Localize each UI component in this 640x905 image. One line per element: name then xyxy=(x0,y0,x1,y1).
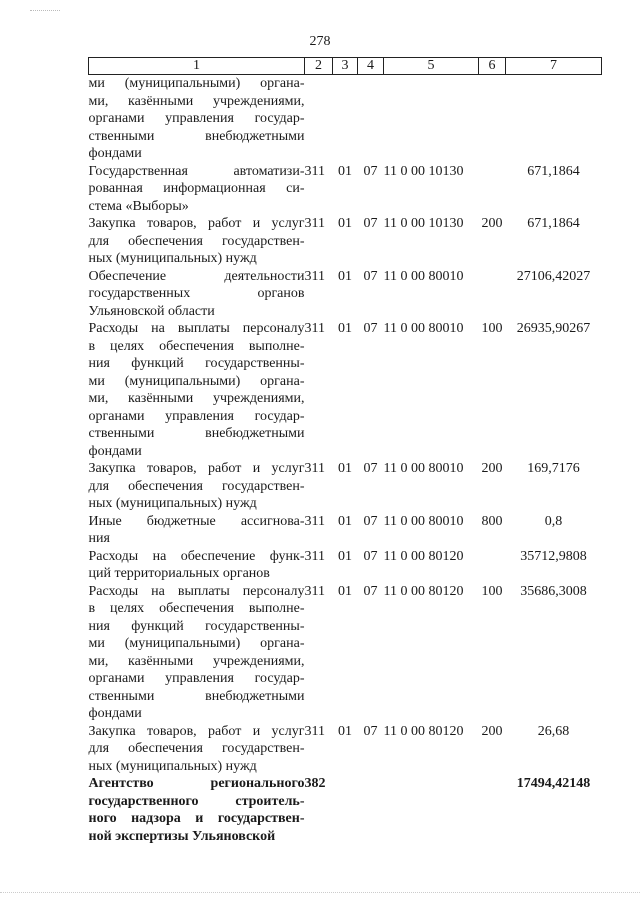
table-row xyxy=(89,320,602,460)
table-row xyxy=(89,268,602,321)
table-row xyxy=(89,583,602,723)
table-row xyxy=(89,163,602,216)
target-article-code: 11 0 00 80120 xyxy=(383,723,464,739)
expense-name: ми (муниципальными) органа- ми, казёнными учреждениями, органами управления государ- ственными внебюджетными фондами xyxy=(88,76,305,161)
expense-type-code: 100 xyxy=(481,321,503,336)
scan-artifact xyxy=(30,10,60,13)
expense-name: Закупка товаров, работ и услуг для обеспечения государствен- ных (муниципальных) нужд xyxy=(88,461,305,511)
ministry-code: 382 xyxy=(304,776,326,791)
expense-type-code xyxy=(479,163,506,216)
target-article-code xyxy=(384,775,479,845)
subsection-code: 07 xyxy=(363,461,378,476)
expense-name: Иные бюджетные ассигнова- ния xyxy=(88,513,305,546)
expense-type-code: 100 xyxy=(481,583,503,599)
amount: 26935,90267 xyxy=(516,321,591,336)
ministry-code: 311 xyxy=(304,461,325,476)
expense-name: Закупка товаров, работ и услуг для обеспечения государствен- ных (муниципальных) нужд xyxy=(88,216,305,266)
table-row xyxy=(89,723,602,776)
subsection-code: 07 xyxy=(363,723,378,739)
ministry-code: 311 xyxy=(304,321,325,336)
subsection-code: 07 xyxy=(363,548,378,564)
expense-type-code xyxy=(479,775,506,845)
section-code: 01 xyxy=(338,513,352,529)
subsection-code: 07 xyxy=(363,321,378,336)
expense-name: Расходы на обеспечение функ- ций территориальных органов xyxy=(88,548,305,581)
amount: 671,1864 xyxy=(527,163,580,179)
section-code: 01 xyxy=(338,548,352,564)
ministry-code: 311 xyxy=(304,513,325,529)
target-article-code: 11 0 00 80120 xyxy=(383,548,464,564)
ministry-code: 311 xyxy=(304,216,325,231)
column-header-6: 6 xyxy=(479,58,506,75)
expense-name: Обеспечение деятельности государственных органов Ульяновской области xyxy=(88,268,305,319)
table-row xyxy=(89,513,602,548)
budget-table xyxy=(88,57,602,845)
expense-type-code: 800 xyxy=(481,513,503,529)
subsection-code: 07 xyxy=(363,513,378,529)
table-row xyxy=(89,460,602,513)
page-number: 278 xyxy=(309,34,331,49)
section-code xyxy=(333,775,358,845)
expense-type-code xyxy=(479,548,506,583)
expense-type-code xyxy=(479,268,506,321)
amount: 27106,42027 xyxy=(516,268,591,284)
section-code: 01 xyxy=(338,583,352,599)
section-code: 01 xyxy=(338,163,352,179)
target-article-code: 11 0 00 10130 xyxy=(383,163,464,179)
section-code: 01 xyxy=(338,321,352,336)
ministry-code: 311 xyxy=(304,268,325,284)
section-code: 01 xyxy=(338,461,352,476)
target-article-code: 11 0 00 80010 xyxy=(383,268,464,284)
column-header-7: 7 xyxy=(506,58,602,75)
amount: 169,7176 xyxy=(527,461,580,476)
subsection-code xyxy=(358,75,384,163)
target-article-code: 11 0 00 10130 xyxy=(383,216,464,231)
scan-artifact xyxy=(0,892,640,895)
column-header-1: 1 xyxy=(89,58,305,75)
subsection-code xyxy=(358,775,384,845)
subsection-code: 07 xyxy=(363,583,378,599)
column-header-5: 5 xyxy=(384,58,479,75)
column-header-2: 2 xyxy=(305,58,333,75)
table-row xyxy=(89,775,602,845)
target-article-code: 11 0 00 80120 xyxy=(383,583,464,599)
column-header-3: 3 xyxy=(333,58,358,75)
expense-name: Государственная автоматизи- рованная информационная си- стема «Выборы» xyxy=(88,163,305,214)
amount xyxy=(506,75,602,163)
ministry-code: 311 xyxy=(304,583,325,599)
table-row xyxy=(89,548,602,583)
amount: 35686,3008 xyxy=(520,583,587,599)
table-row xyxy=(89,215,602,268)
section-code: 01 xyxy=(338,723,352,739)
amount: 35712,9808 xyxy=(520,548,587,564)
subsection-code: 07 xyxy=(363,268,378,284)
section-code: 01 xyxy=(338,268,352,284)
amount: 671,1864 xyxy=(527,216,580,231)
target-article-code: 11 0 00 80010 xyxy=(383,513,464,529)
expense-name: Расходы на выплаты персоналу в целях обеспечения выполне- ния функций государственны- ми (муниципальными) органа- ми, казёнными учреждениями, органами управления государ- ственными внебюджетными фондами xyxy=(88,321,305,459)
section-code: 01 xyxy=(338,216,352,231)
ministry-code: 311 xyxy=(304,548,325,564)
target-article-code: 11 0 00 80010 xyxy=(383,461,464,476)
amount: 17494,42148 xyxy=(516,776,591,791)
expense-name: Закупка товаров, работ и услуг для обеспечения государствен- ных (муниципальных) нужд xyxy=(88,723,305,774)
expense-type-code xyxy=(479,75,506,163)
target-article-code: 11 0 00 80010 xyxy=(383,321,464,336)
section-code xyxy=(333,75,358,163)
target-article-code xyxy=(384,75,479,163)
table-row xyxy=(89,75,602,163)
ministry-code: 311 xyxy=(304,163,325,179)
subsection-code: 07 xyxy=(363,216,378,231)
expense-type-code: 200 xyxy=(481,216,503,231)
amount: 0,8 xyxy=(544,513,563,529)
column-header-4: 4 xyxy=(358,58,384,75)
ministry-code: 311 xyxy=(304,723,325,739)
expense-type-code: 200 xyxy=(481,723,503,739)
expense-name: Агентство регионального государственного строитель- ного надзора и государствен- ной экспертизы Ульяновской xyxy=(88,776,305,844)
expense-name: Расходы на выплаты персоналу в целях обеспечения выполне- ния функций государственны- ми (муниципальными) органа- ми, казёнными учреждениями, органами управления государ- ственными внебюджетными фондами xyxy=(88,583,305,721)
expense-type-code: 200 xyxy=(481,461,503,476)
ministry-code xyxy=(305,75,333,163)
table-body xyxy=(89,75,602,846)
subsection-code: 07 xyxy=(363,163,378,179)
amount: 26,68 xyxy=(537,723,570,739)
column-number-row xyxy=(89,58,602,75)
